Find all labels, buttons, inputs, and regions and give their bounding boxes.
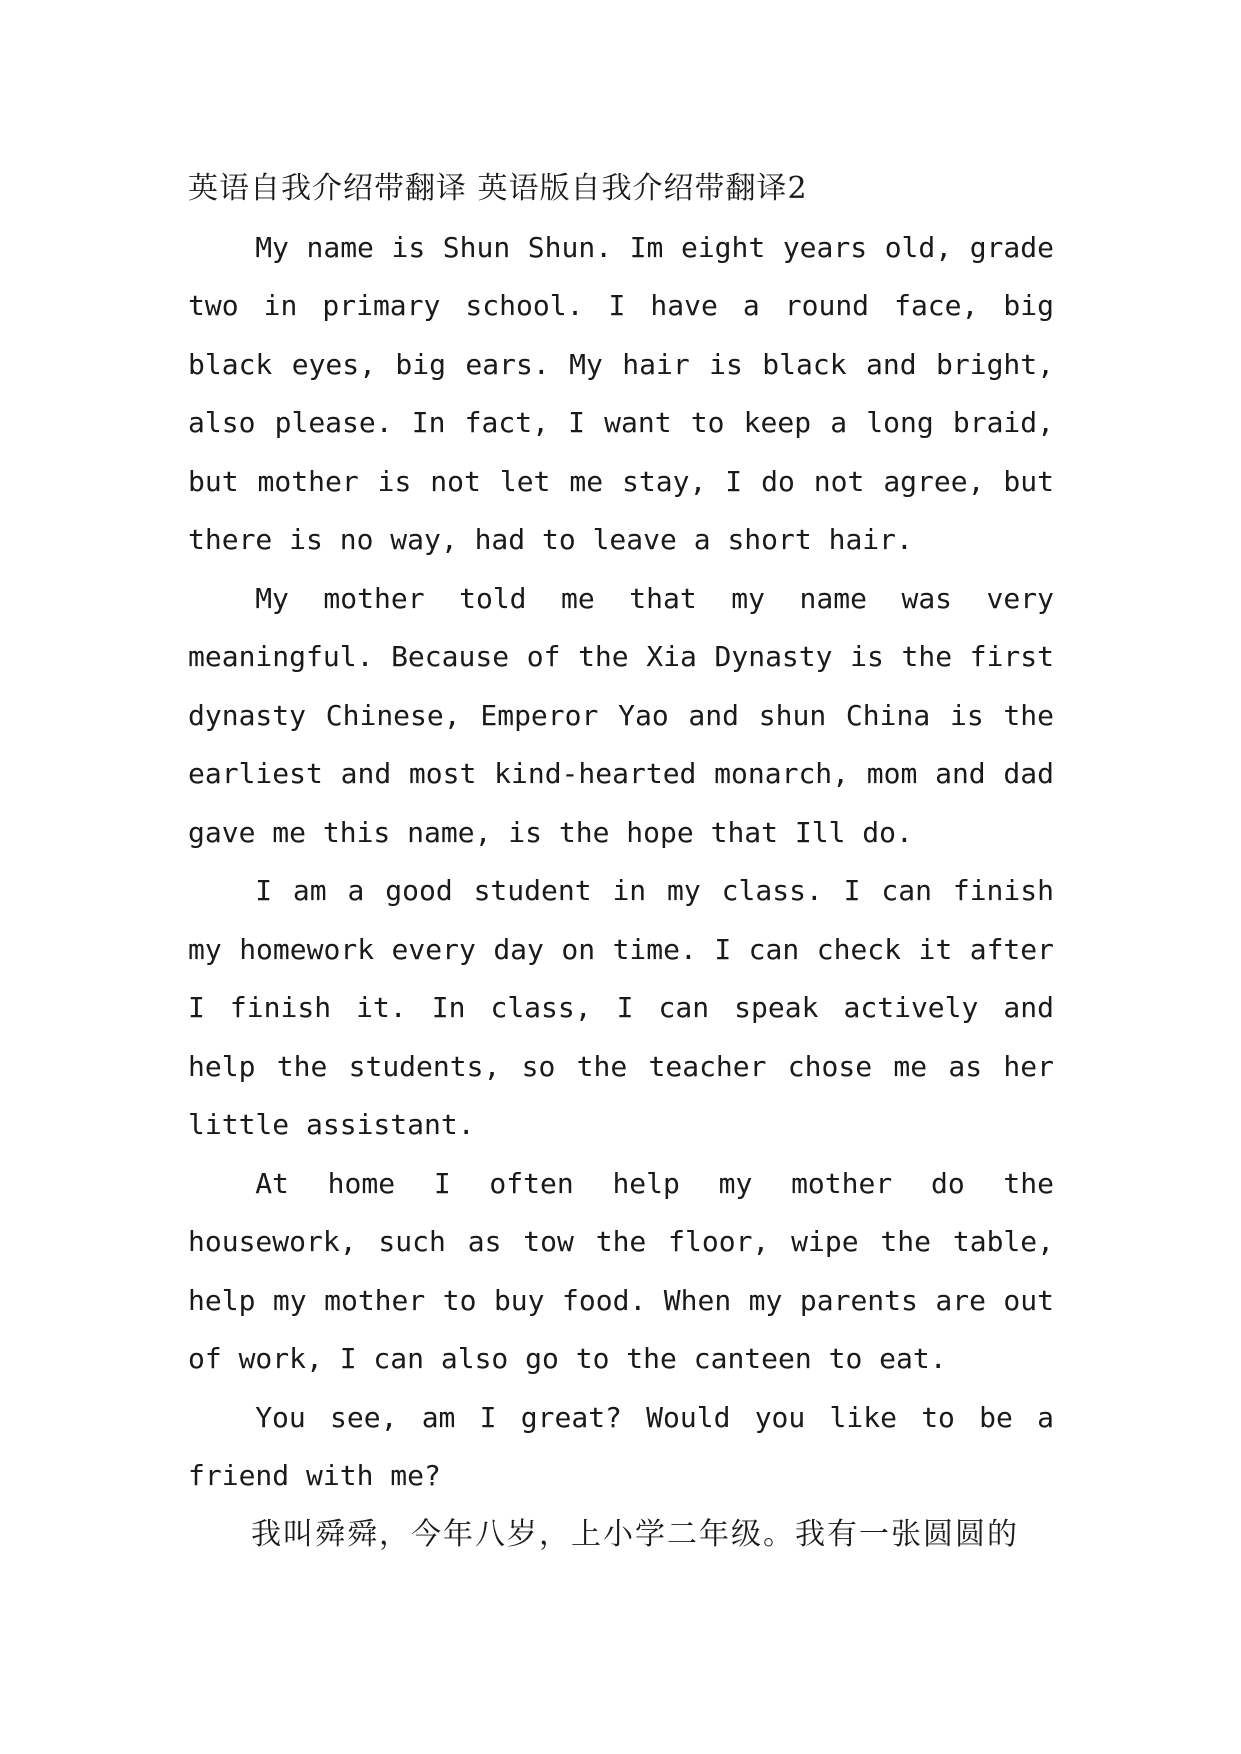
paragraph-good-student: I am a good student in my class. I can finish my homework every day on time. I can check it after I finish it. In class, I can speak actively and help the students, so the teacher chose me as her little assistant. bbox=[188, 874, 1054, 1141]
paragraph-name-meaning: My mother told me that my name was very meaningful. Because of the Xia Dynasty is the first dynasty Chinese, Emperor Yao and shun China is the earliest and most kind-hearted monarch, mom and dad gave me this name, is the hope that Ill do. bbox=[188, 581, 1054, 849]
paragraph-self-introduction: My name is Shun Shun. Im eight years old, grade two in primary school. I have a round face, big black eyes, big ears. My hair is black and bright, also please. In fact, I want to keep a long braid, but mother is not let me stay, I do not agree, but there is no way, had to leave a short hair. bbox=[188, 230, 1054, 556]
paragraph-chinese-translation: 我叫舜舜，今年八岁，上小学二年级。我有一张圆圆的 bbox=[251, 1516, 1019, 1552]
document-title: 英语自我介绍带翻译 英语版自我介绍带翻译2 bbox=[188, 171, 808, 206]
paragraph-housework: At home I often help my mother do the housework, such as tow the floor, wipe the table, help my mother to buy food. When my parents are out of work, I can also go to the canteen to eat. bbox=[188, 1166, 1054, 1375]
document-body bbox=[188, 160, 1054, 1564]
paragraph-closing-question: You see, am I great? Would you like to be a friend with me? bbox=[188, 1400, 1054, 1492]
